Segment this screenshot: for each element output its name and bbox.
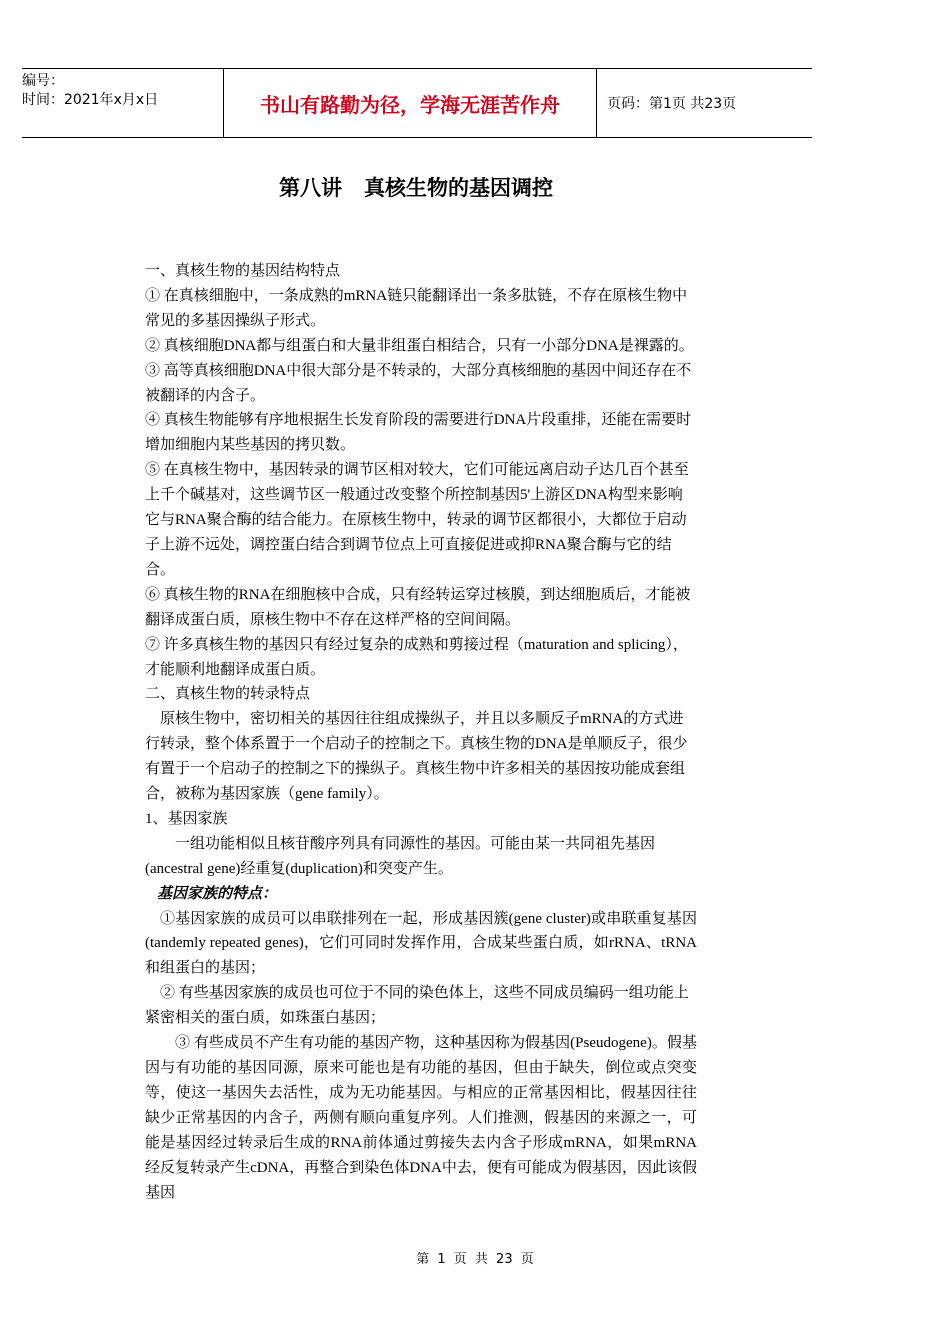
emphasis-heading: 基因家族的特点： [157, 885, 278, 902]
header-motto: 书山有路勤为径，学海无涯苦作舟 [224, 69, 597, 137]
paragraph: ① 在真核细胞中，一条成熟的mRNA链只能翻译出一条多肽链，不存在原核生物中常见的多基因操纵子形式。 [145, 287, 688, 329]
paragraph: ② 真核细胞DNA都与组蛋白和大量非组蛋白相结合，只有一小部分DNA是裸露的。 [145, 337, 694, 354]
paragraph: ⑥ 真核生物的RNA在细胞核中合成，只有经转运穿过核膜，到达细胞质后，才能被翻译成蛋白质，原核生物中不存在这样严格的空间间隔。 [145, 586, 691, 628]
document-date: 时间：2021年x月x日 [22, 92, 159, 108]
header-page-info: 页码：第1页 共23页 [607, 96, 737, 112]
document-number-label: 编号： [22, 73, 64, 89]
lecture-title: 第八讲 真核生物的基因调控 [279, 176, 553, 200]
header-meta [22, 69, 224, 137]
document-body [145, 259, 697, 1205]
paragraph: ② 有些基因家族的成员也可位于不同的染色体上，这些不同成员编码一组功能上紧密相关的蛋白质，如珠蛋白基因； [145, 985, 689, 1027]
paragraph: ⑤ 在真核生物中，基因转录的调节区相对较大，它们可能远离启动子达几百个甚至上千个碱基对，这些调节区一般通过改变整个所控制基因5'上游区DNA构型来影响它与RNA聚合酶的结合能力。在原核生物中，转录的调节区都很小，大都位于启动子上游不远处，调控蛋白结合到调节位点上可直接促进或抑RNA聚合酶与它的结合。 [145, 462, 689, 578]
paragraph: ①基因家族的成员可以串联排列在一起，形成基因簇(gene cluster)或串联重复基因(tandemly repeated genes)，它们可同时发挥作用，合成某些蛋白质，如rRNA、tRNA和组蛋白的基因； [145, 910, 697, 977]
page-header [22, 68, 812, 138]
paragraph: ③ 有些成员不产生有功能的基因产物，这种基因称为假基因(Pseudogene)。假基因与有功能的基因同源，原来可能也是有功能的基因，但由于缺失，倒位或点突变等，使这一基因失去活性，成为无功能基因。与相应的正常基因相比，假基因往往缺少正常基因的内含子，两侧有顺向重复序列。人们推测，假基因的来源之一，可能是基因经过转录后生成的RNA前体通过剪接失去内含子形成mRNA，如果mRNA经反复转录产生cDNA，再整合到染色体DNA中去，便有可能成为假基因，因此该假基因 [145, 1035, 697, 1201]
section-heading: 一、真核生物的基因结构特点 [145, 263, 341, 279]
paragraph: ③ 高等真核细胞DNA中很大部分是不转录的，大部分真核细胞的基因中间还存在不被翻译的内含子。 [145, 362, 692, 404]
paragraph: 一组功能相似且核苷酸序列具有同源性的基因。可能由某一共同祖先基因(ancestral gene)经重复(duplication)和突变产生。 [145, 835, 656, 877]
section-heading: 二、真核生物的转录特点 [145, 686, 311, 703]
paragraph: ④ 真核生物能够有序地根据生长发育阶段的需要进行DNA片段重排，还能在需要时增加细胞内某些基因的拷贝数。 [145, 412, 692, 454]
paragraph: 原核生物中，密切相关的基因往往组成操纵子，并且以多顺反子mRNA的方式进行转录，整个体系置于一个启动子的控制之下。真核生物的DNA是单顺反子，很少有置于一个启动子的控制之下的操纵子。真核生物中许多相关的基因按功能成套组合，被称为基因家族（gene family）。 [145, 711, 688, 803]
subsection-heading: 1、基因家族 [145, 810, 228, 827]
paragraph: ⑦ 许多真核生物的基因只有经过复杂的成熟和剪接过程（maturation and splicing），才能顺利地翻译成蛋白质。 [145, 636, 688, 678]
page-footer: 第 1 页 共 23 页 [416, 1252, 534, 1267]
